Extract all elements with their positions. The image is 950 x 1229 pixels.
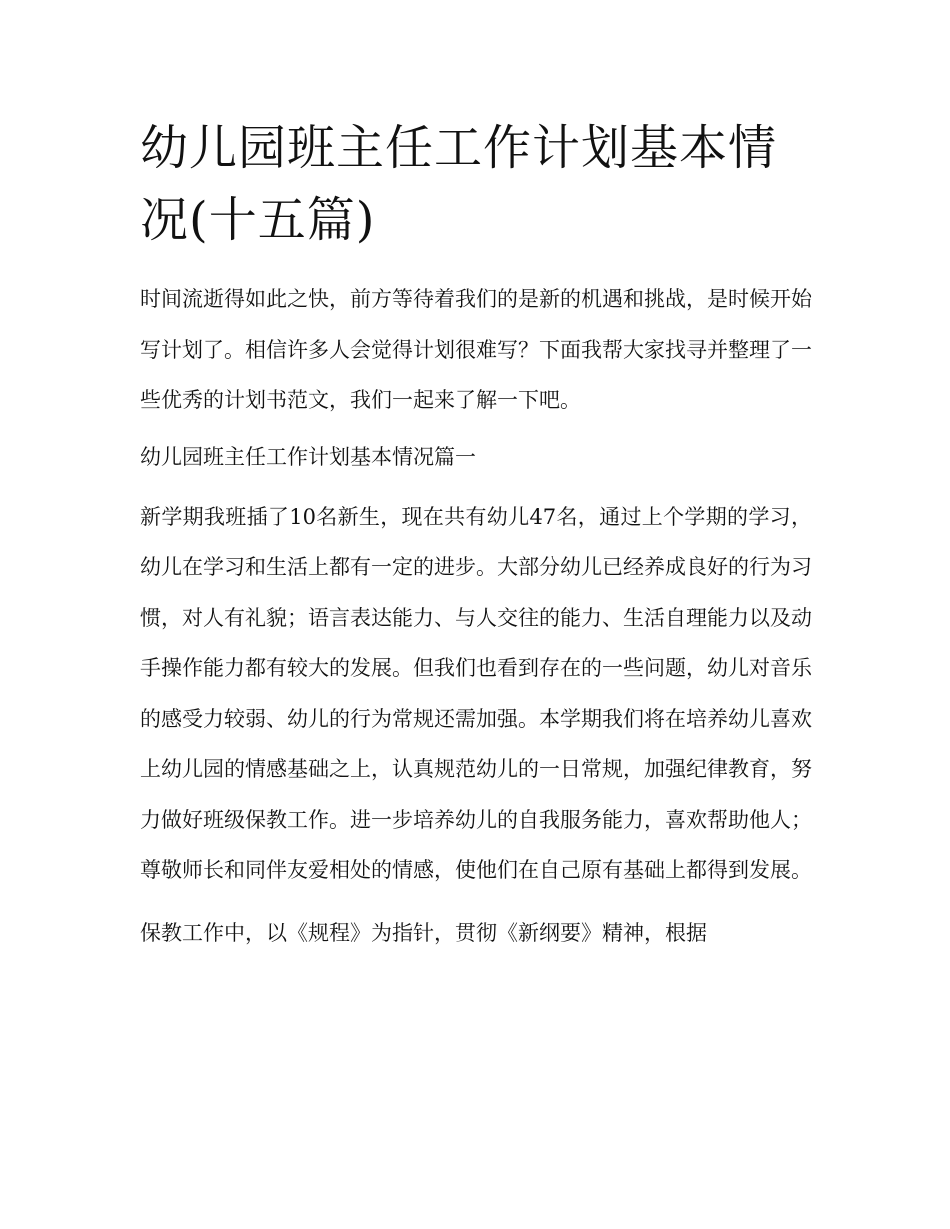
section-heading: 幼儿园班主任工作计划基本情况篇一 xyxy=(140,444,476,469)
document-body xyxy=(140,112,812,958)
document-title: 幼儿园班主任工作计划基本情况(十五篇) xyxy=(140,120,778,248)
body-paragraph-1: 新学期我班插了10名新生，现在共有幼儿47名，通过上个学期的学习，幼儿在学习和生活上都有一定的进步。大部分幼儿已经养成良好的行为习惯，对人有礼貌；语言表达能力、与人交往的能力、生活自理能力以及动手操作能力都有较大的发展。但我们也看到存在的一些问题，幼儿对音乐的感受力较弱、幼儿的行为常规还需加强。本学期我们将在培养幼儿喜欢上幼儿园的情感基础之上，认真规范幼儿的一日常规，加强纪律教育，努力做好班级保教工作。进一步培养幼儿的自我服务能力，喜欢帮助他人；尊敬师长和同伴友爱相处的情感，使他们在自己原有基础上都得到发展。 xyxy=(140,504,812,882)
body-paragraph-2: 保教工作中，以《规程》为指针，贯彻《新纲要》精神，根据 xyxy=(140,920,707,945)
intro-paragraph: 时间流逝得如此之快，前方等待着我们的是新的机遇和挑战，是时候开始写计划了。相信许多人会觉得计划很难写？下面我帮大家找寻并整理了一些优秀的计划书范文，我们一起来了解一下吧。 xyxy=(140,287,812,412)
